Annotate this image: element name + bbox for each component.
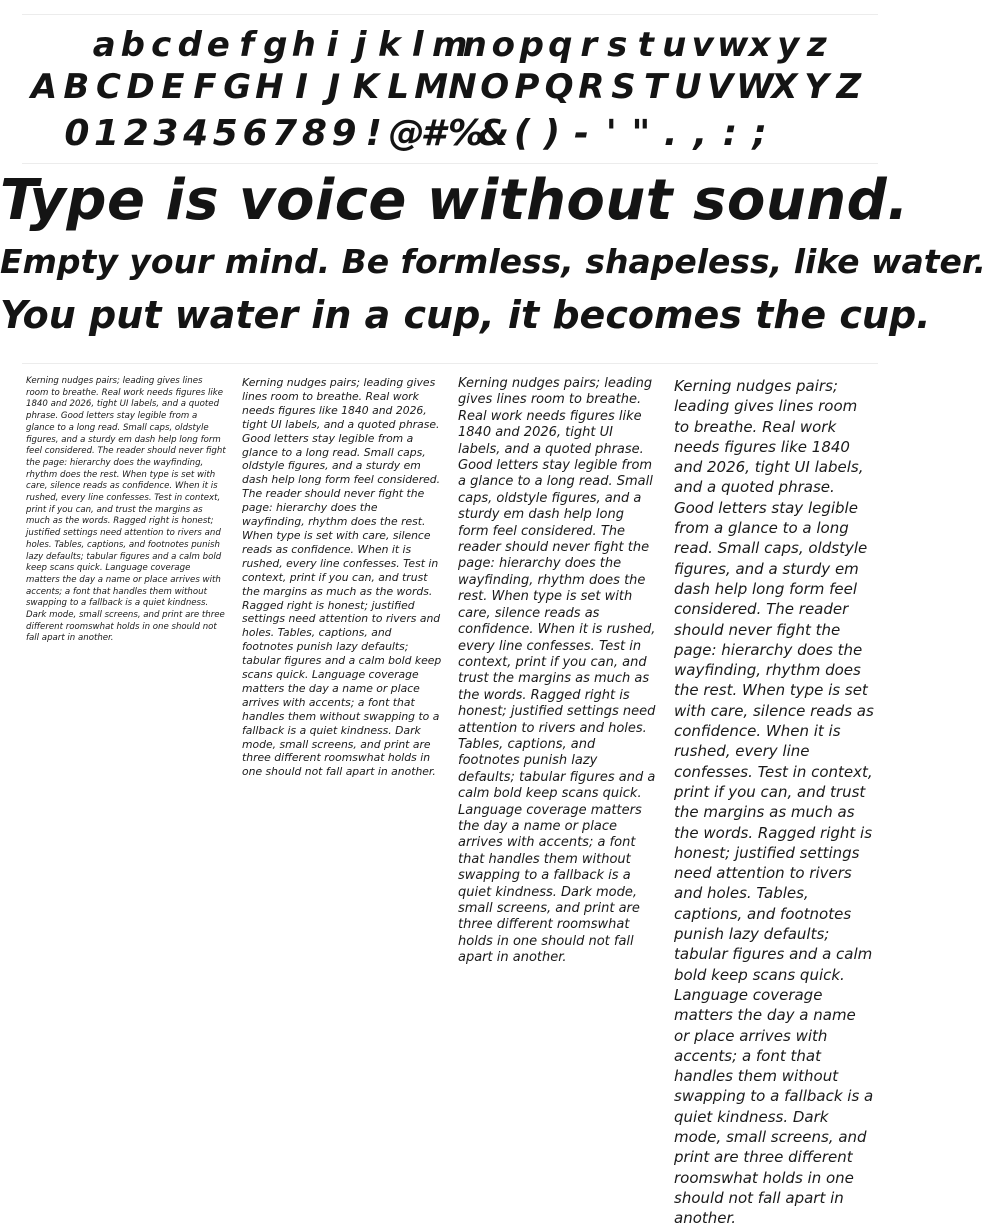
- glyph-figure-punct-15: (: [513, 113, 531, 154]
- glyph-lowercase-9: j: [354, 25, 367, 65]
- glyph-uppercase-15: P: [514, 67, 540, 107]
- sample-sentence-3: You put water in a cup, it becomes the cup.: [0, 293, 931, 337]
- glyph-uppercase-2: C: [95, 67, 121, 107]
- glyph-figure-punct-6: 6: [242, 113, 268, 154]
- glyph-figure-punct-7: 7: [272, 113, 298, 154]
- glyph-uppercase-17: R: [578, 67, 605, 107]
- glyph-lowercase-11: l: [411, 25, 424, 65]
- glyph-uppercase-0: A: [30, 67, 58, 107]
- glyph-uppercase-21: V: [706, 67, 734, 107]
- glyph-section-divider: [22, 163, 878, 164]
- waterfall-column-small: Kerning nudges pairs; leading gives lines room to breathe. Real work needs figures like 1840 and 2026, tight UI labels, and a quoted phrase. Good letters stay legible from a glance to a long read. Small caps, oldstyle figures, and a sturdy em dash help long form feel considered. The reader should never fight the page: hierarchy does the wayfinding, rhythm does the rest. When type is set with care, silence reads as confidence. When it is rushed, every line confesses. Test in context, print if you can, and trust the margins as much as the words. Ragged right is honest; justified settings need attention to rivers and holes. Tables, captions, and footnotes punish lazy defaults; tabular figures and a calm bold keep scans quick. Language coverage matters the day a name or place arrives with accents; a font that handles them without swapping to a fallback is a quiet kindness. Dark mode, small screens, and print are three different roomswhat holds in one should not fall apart in another.: [26, 376, 226, 644]
- glyph-lowercase-4: e: [206, 25, 230, 65]
- glyph-uppercase-22: W: [736, 67, 774, 107]
- glyph-figure-punct-22: :: [722, 113, 738, 154]
- glyph-lowercase-10: k: [377, 25, 401, 65]
- glyph-figure-punct-18: ': [605, 113, 617, 154]
- glyph-uppercase-7: H: [255, 67, 284, 107]
- glyph-lowercase-19: t: [637, 25, 654, 65]
- glyph-figure-punct-0: 0: [64, 113, 90, 154]
- glyph-uppercase-23: X: [771, 67, 798, 107]
- glyph-lowercase-1: b: [120, 25, 145, 65]
- glyph-lowercase-6: g: [263, 25, 288, 65]
- glyph-figure-punct-10: !: [365, 113, 382, 154]
- glyph-figure-punct-23: ;: [752, 113, 767, 154]
- glyph-lowercase-20: u: [662, 25, 687, 65]
- glyph-figure-punct-13: %: [447, 113, 485, 154]
- glyph-figure-punct-17: -: [574, 113, 589, 154]
- glyph-figure-punct-2: 2: [123, 113, 149, 154]
- glyph-lowercase-7: h: [291, 25, 316, 65]
- glyph-figure-punct-16: ): [543, 113, 561, 154]
- glyph-figure-punct-12: #: [420, 113, 446, 154]
- glyph-lowercase-8: i: [326, 25, 339, 65]
- glyph-lowercase-21: v: [691, 25, 714, 65]
- waterfall-column-medium: Kerning nudges pairs; leading gives lines room to breathe. Real work needs figures like 1840 and 2026, tight UI labels, and a quoted phrase. Good letters stay legible from a glance to a long read. Small caps, oldstyle figures, and a sturdy em dash help long form feel considered. The reader should never fight the page: hierarchy does the wayfinding, rhythm does the rest. When type is set with care, silence reads as confidence. When it is rushed, every line confesses. Test in context, print if you can, and trust the margins as much as the words. Ragged right is honest; justified settings need attention to rivers and holes. Tables, captions, and footnotes punish lazy defaults; tabular figures and a calm bold keep scans quick. Language coverage matters the day a name or place arrives with accents; a font that handles them without swapping to a fallback is a quiet kindness. Dark mode, small screens, and print are three different roomswhat holds in one should not fall apart in another.: [242, 376, 442, 779]
- glyph-uppercase-20: U: [674, 67, 702, 107]
- glyph-uppercase-5: F: [193, 67, 217, 107]
- glyph-lowercase-25: z: [806, 25, 827, 65]
- top-divider: [22, 14, 878, 15]
- glyph-uppercase-10: K: [352, 67, 380, 107]
- glyph-uppercase-16: Q: [544, 67, 574, 107]
- glyph-uppercase-3: D: [126, 67, 155, 107]
- glyph-lowercase-23: x: [748, 25, 771, 65]
- sentence-section-divider: [22, 363, 878, 364]
- glyph-lowercase-12: m: [432, 25, 468, 65]
- glyph-lowercase-5: f: [239, 25, 255, 65]
- glyph-lowercase-18: s: [607, 25, 628, 65]
- glyph-figure-punct-14: &: [477, 113, 510, 154]
- glyph-lowercase-3: d: [177, 25, 202, 65]
- waterfall-column-large: Kerning nudges pairs; leading gives lines room to breathe. Real work needs figures like 1840 and 2026, tight UI labels, and a quoted phrase. Good letters stay legible from a glance to a long read. Small caps, oldstyle figures, and a sturdy em dash help long form feel considered. The reader should never fight the page: hierarchy does the wayfinding, rhythm does the rest. When type is set with care, silence reads as confidence. When it is rushed, every line confesses. Test in context, print if you can, and trust the margins as much as the words. Ragged right is honest; justified settings need attention to rivers and holes. Tables, captions, and footnotes punish lazy defaults; tabular figures and a calm bold keep scans quick. Language coverage matters the day a name or place arrives with accents; a font that handles them without swapping to a fallback is a quiet kindness. Dark mode, small screens, and print are three different roomswhat holds in one should not fall apart in another.: [458, 376, 656, 966]
- glyph-figure-punct-4: 4: [183, 113, 209, 154]
- glyph-uppercase-14: O: [480, 67, 510, 107]
- glyph-figure-punct-5: 5: [212, 113, 238, 154]
- glyph-uppercase-9: J: [327, 67, 341, 107]
- glyph-uppercase-13: N: [448, 67, 477, 107]
- glyph-uppercase-25: Z: [836, 67, 862, 107]
- glyph-figure-punct-3: 3: [153, 113, 179, 154]
- glyph-uppercase-4: E: [161, 67, 185, 107]
- lowercase-alphabet-row: [0, 25, 990, 68]
- glyph-lowercase-22: w: [717, 25, 749, 65]
- glyph-uppercase-24: Y: [804, 67, 829, 107]
- glyph-figure-punct-20: .: [663, 113, 678, 154]
- glyph-figure-punct-21: ,: [693, 113, 708, 154]
- glyph-lowercase-16: q: [548, 25, 573, 65]
- headline-sentence: Type is voice without sound.: [0, 168, 909, 233]
- glyph-figure-punct-8: 8: [301, 113, 327, 154]
- figures-punctuation-row: [0, 113, 962, 160]
- sample-sentence-2: Empty your mind. Be formless, shapeless, like water.: [0, 242, 987, 281]
- glyph-lowercase-17: r: [580, 25, 598, 65]
- glyph-lowercase-2: c: [151, 25, 172, 65]
- glyph-lowercase-13: n: [462, 25, 487, 65]
- glyph-uppercase-18: S: [611, 67, 636, 107]
- glyph-lowercase-15: p: [519, 25, 544, 65]
- glyph-figure-punct-11: @: [388, 113, 425, 154]
- glyph-lowercase-24: y: [777, 25, 800, 65]
- waterfall-column-xlarge: Kerning nudges pairs; leading gives lines room to breathe. Real work needs figures like 1840 and 2026, tight UI labels, and a quoted phrase. Good letters stay legible from a glance to a long read. Small caps, oldstyle figures, and a sturdy em dash help long form feel considered. The reader should never fight the page: hierarchy does the wayfinding, rhythm does the rest. When type is set with care, silence reads as confidence. When it is rushed, every line confesses. Test in context, print if you can, and trust the margins as much as the words. Ragged right is honest; justified settings need attention to rivers and holes. Tables, captions, and footnotes punish lazy defaults; tabular figures and a calm bold keep scans quick. Language coverage matters the day a name or place arrives with accents; a font that handles them without swapping to a fallback is a quiet kindness. Dark mode, small screens, and print are three different roomswhat holds in one should not fall apart in another.: [674, 377, 874, 1228]
- glyph-uppercase-1: B: [63, 67, 90, 107]
- uppercase-alphabet-row: [0, 67, 928, 112]
- glyph-uppercase-6: G: [223, 67, 252, 107]
- glyph-lowercase-0: a: [92, 25, 116, 65]
- glyph-lowercase-14: o: [491, 25, 515, 65]
- glyph-uppercase-12: M: [414, 67, 449, 107]
- glyph-uppercase-8: I: [295, 67, 308, 107]
- glyph-figure-punct-9: 9: [331, 113, 357, 154]
- glyph-figure-punct-19: ": [631, 113, 651, 154]
- glyph-uppercase-11: L: [387, 67, 409, 107]
- glyph-uppercase-19: T: [644, 67, 668, 107]
- glyph-figure-punct-1: 1: [94, 113, 120, 154]
